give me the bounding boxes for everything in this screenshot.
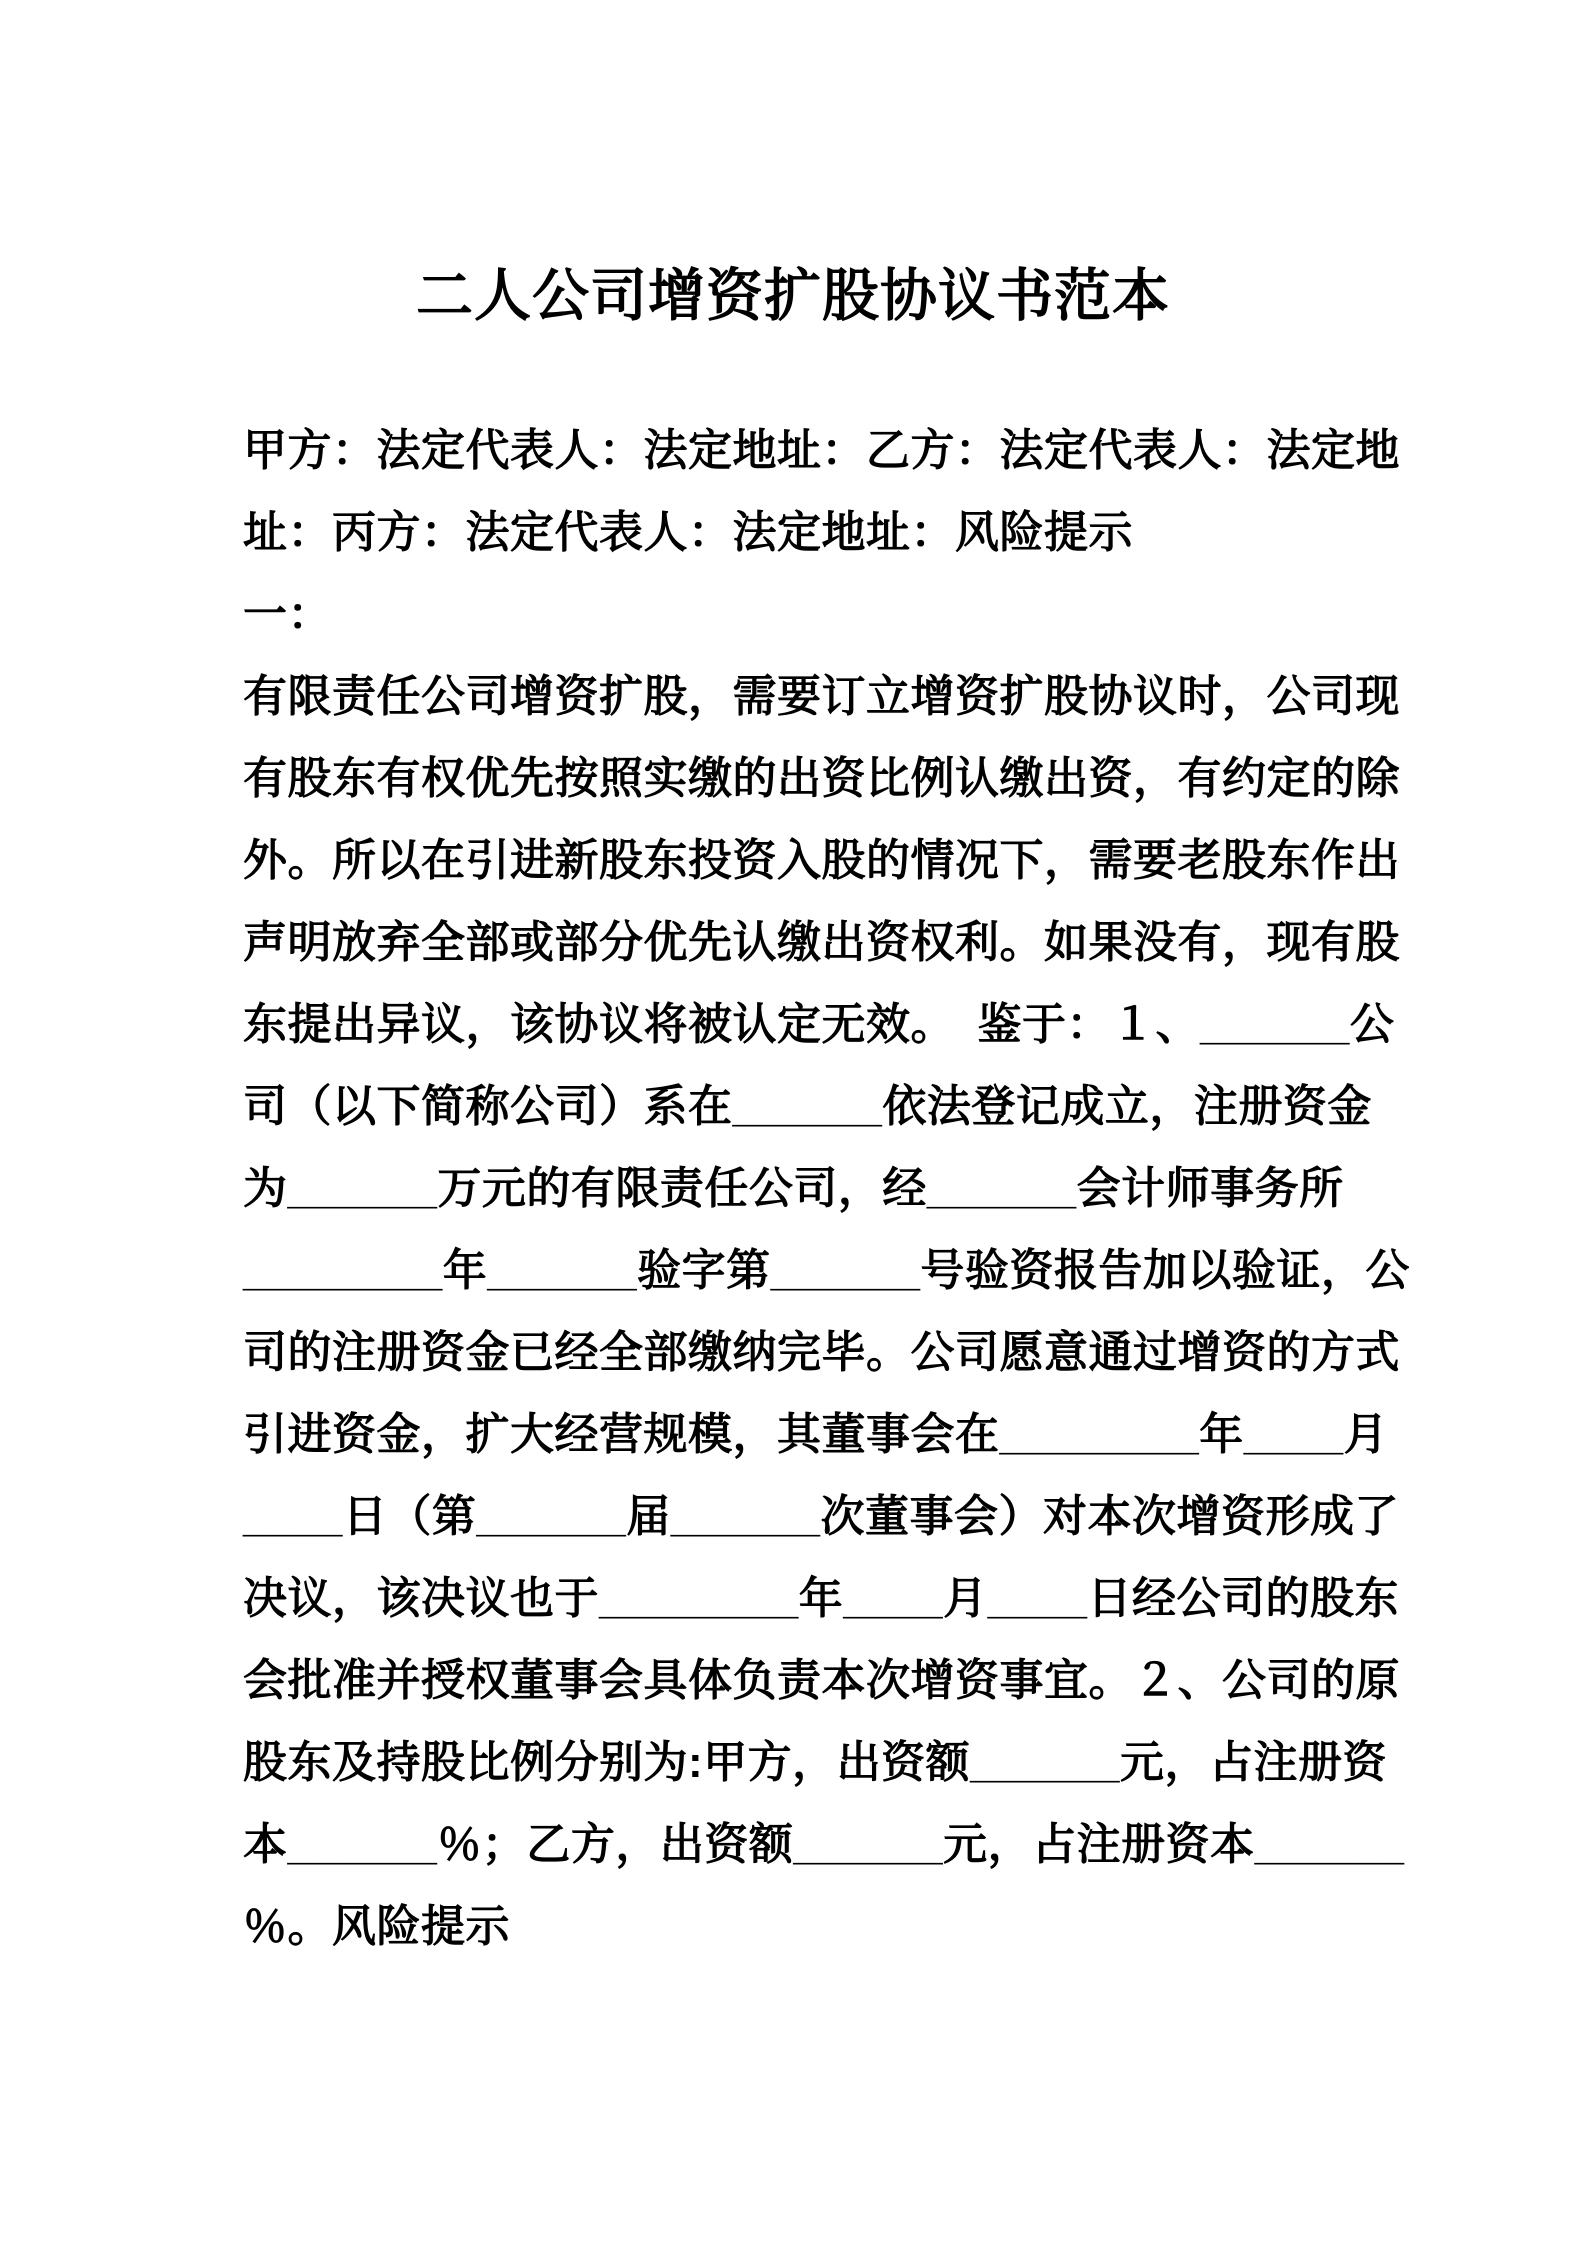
document-line: 会批准并授权董事会具体负责本次增资事宜。２、公司的原 bbox=[243, 1656, 1400, 1705]
document-line: 甲方：法定代表人：法定地址：乙方：法定代表人：法定地 bbox=[243, 426, 1400, 475]
document-title: 二人公司增资扩股协议书范本 bbox=[416, 264, 1170, 328]
document-line: 一： bbox=[243, 590, 332, 639]
document-line: 司的注册资金已经全部缴纳完毕。公司愿意通过增资的方式 bbox=[243, 1328, 1400, 1377]
document-body bbox=[243, 410, 1443, 1968]
document-line: 决议，该决议也于________年____月____日经公司的股东 bbox=[243, 1574, 1400, 1623]
document-line: 外。所以在引进新股东投资入股的情况下，需要老股东作出 bbox=[243, 836, 1400, 885]
document-line: ________年______验字第______号验资报告加以验证，公 bbox=[243, 1246, 1410, 1295]
document-line: 声明放弃全部或部分优先认缴出资权利。如果没有，现有股 bbox=[243, 918, 1400, 967]
document-line: ％。风险提示 bbox=[243, 1902, 510, 1951]
document-line: 址：丙方：法定代表人：法定地址：风险提示 bbox=[243, 508, 1133, 557]
document-line: 司（以下简称公司）系在______依法登记成立，注册资金 bbox=[243, 1082, 1372, 1131]
document-line: 引进资金，扩大经营规模，其董事会在________年____月 bbox=[243, 1410, 1389, 1459]
document-line: ____日（第______届______次董事会）对本次增资形成了 bbox=[243, 1492, 1400, 1541]
document-line: 有限责任公司增资扩股，需要订立增资扩股协议时，公司现 bbox=[243, 672, 1400, 721]
document-line: 本______％；乙方，出资额______元，占注册资本______ bbox=[243, 1820, 1405, 1869]
document-line: 股东及持股比例分别为:甲方，出资额______元，占注册资 bbox=[243, 1738, 1387, 1787]
document-line: 东提出异议，该协议将被认定无效。 鉴于：１、______公 bbox=[243, 1000, 1395, 1049]
document-line: 为______万元的有限责任公司，经______会计师事务所 bbox=[243, 1164, 1344, 1213]
document-line: 有股东有权优先按照实缴的出资比例认缴出资，有约定的除 bbox=[243, 754, 1400, 803]
